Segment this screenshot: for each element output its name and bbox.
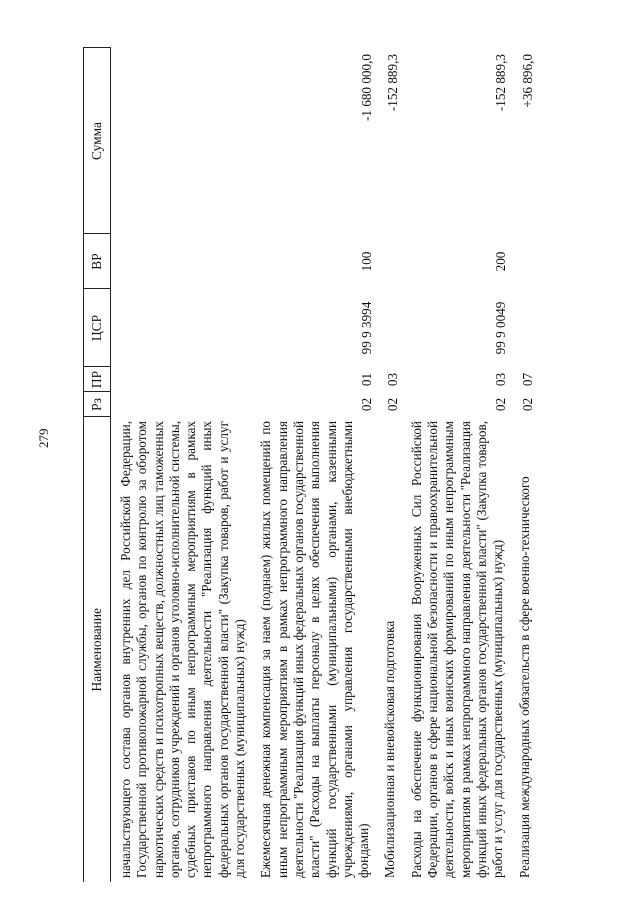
table-row [402,48,510,882]
row-vr: 200 [493,251,509,272]
row-vr [510,234,536,289]
table-row [375,48,401,882]
table-row [510,48,536,882]
row-csr: 99 9 0049 [493,301,509,355]
row-rz [111,392,252,417]
row-name: Ежемесячная денежная компенсация за наем (поднаем) жилых помещений по иным непрограммным мероприятиям в рамках непрограммного направления деятельности "Реализация функций иных федеральных органов государственной власти" (Расходы на выплаты персоналу в целях обеспечения выполнения функций государственными (муниципальными) органами, казенными учреждениями, органами управления государственными внебюджетными фондами) [258,421,372,878]
row-sum [111,48,252,234]
row-sum: -152 889,3 [493,54,509,112]
row-csr: 99 9 3994 [359,301,375,355]
header-name: Наименование [84,417,111,882]
row-name: начальствующего состава органов внутренних дел Российской Федерации, Государственной противопожарной службы, органов по контролю за оборотом наркотических средств и психотропных веществ, должностных лиц таможенных органов, сотрудников учреждений и органов уголовно-исполнительной системы, судебных приставов по иным непрограммным мероприятиям в рамках непрограммного направления деятельности "Реализация функций иных федеральных органов государственной власти" (Закупка товаров, работ и услуг для государственных (муниципальных) нужд) [118,421,248,878]
header-sum: Сумма [84,48,111,234]
row-sum: -1 680 000,0 [359,54,375,122]
header-vr: ВР [84,234,111,289]
rotated-page-content [83,48,593,882]
row-rz: 02 [359,397,375,412]
table-row [111,48,252,882]
row-name: Реализация международных обязательств в сфере военно-технического [516,476,532,878]
row-csr [510,289,536,367]
row-rz: 02 [493,397,509,412]
budget-table [83,48,536,883]
row-pr: 03 [493,372,509,387]
row-vr [375,234,401,289]
row-vr [111,234,252,289]
row-pr: 03 [385,372,401,387]
table-row [251,48,375,882]
row-name: Расходы на обеспечение функционирования Вооруженных Сил Российской Федерации, органов в сфере национальной безопасности и правоохранительной деятельности, войск и иных воинских формирований по иным непрограммным мероприятиям в рамках непрограммного направления деятельности "Реализация функций иных федеральных органов государственной власти" (Закупка товаров, работ и услуг для государственных (муниципальных) нужд) [408,421,506,878]
table-header-row [84,48,111,882]
row-sum: +36 896,0 [519,54,535,108]
row-pr: 07 [519,372,535,387]
row-csr [111,289,252,367]
header-pr: ПР [84,367,111,392]
page-number: 279 [36,428,51,448]
row-pr: 01 [359,372,375,387]
header-rz: Рз [84,392,111,417]
row-rz: 02 [519,397,535,412]
row-pr [111,367,252,392]
row-vr: 100 [359,251,375,272]
header-csr: ЦСР [84,289,111,367]
row-sum: -152 889,3 [385,54,401,112]
row-rz: 02 [385,397,401,412]
row-name: Мобилизационная и вневойсковая подготовка [382,620,398,878]
row-csr [375,289,401,367]
